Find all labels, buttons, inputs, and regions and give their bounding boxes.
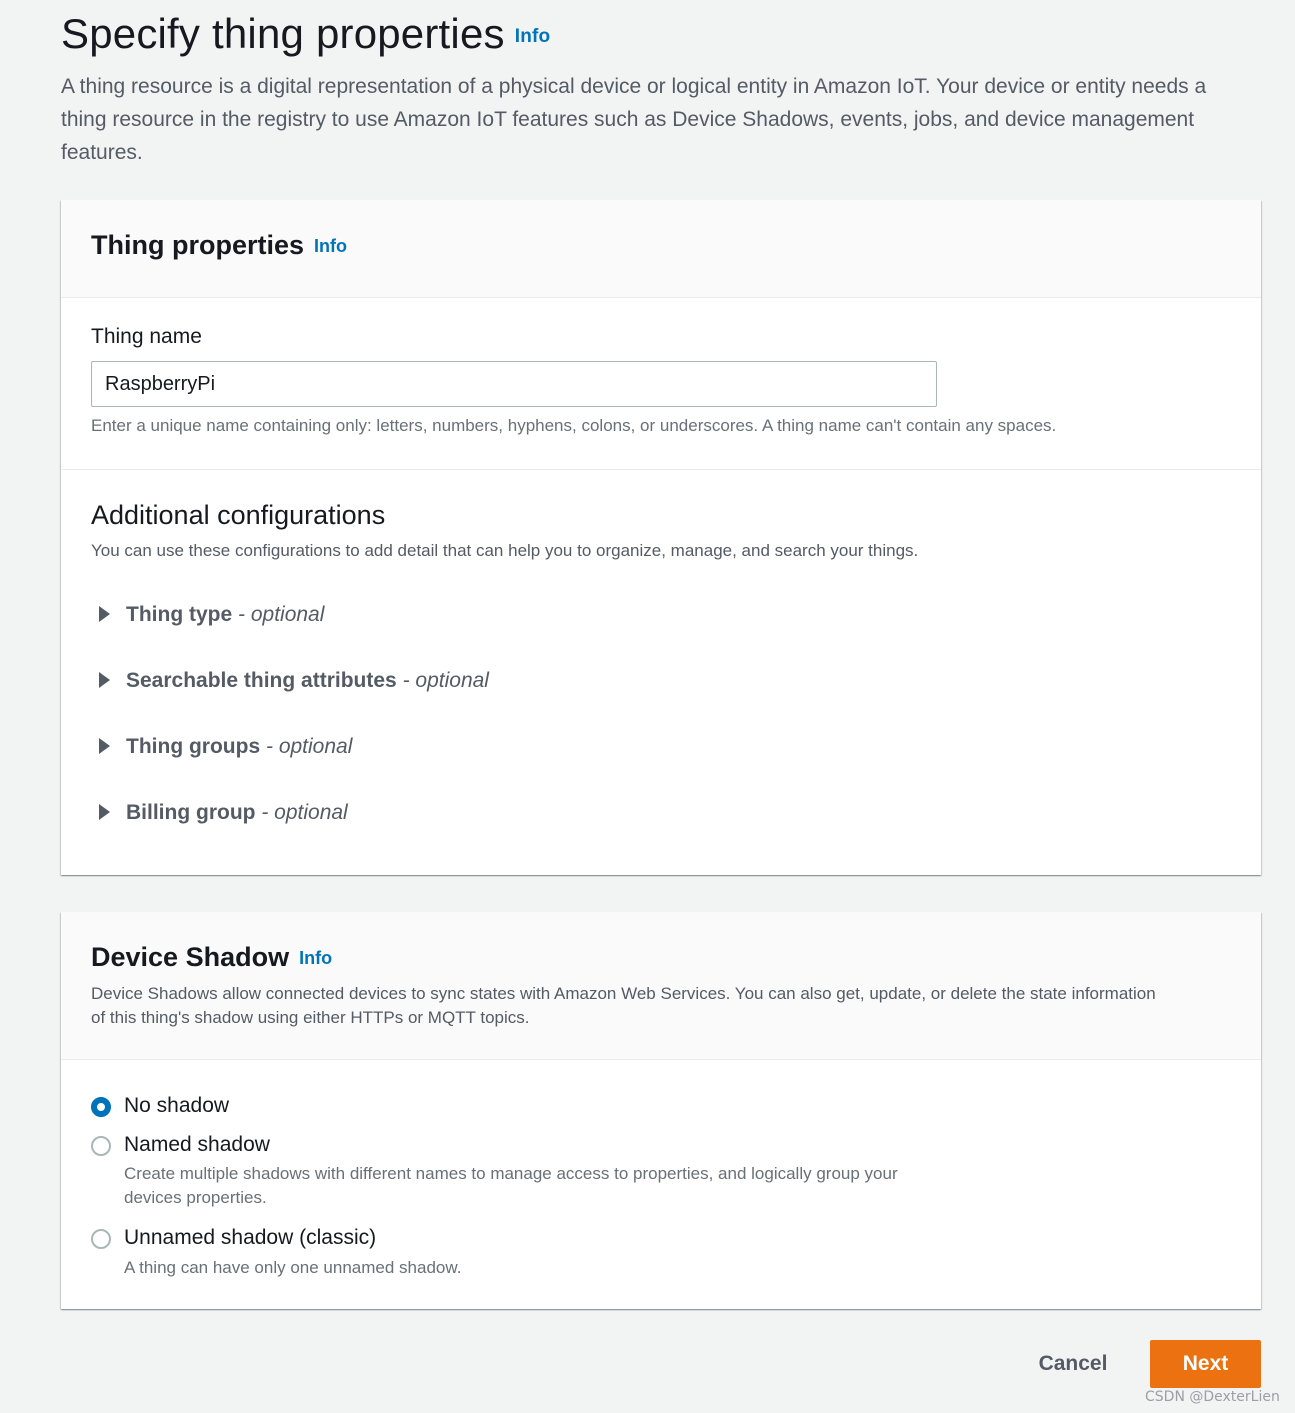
expander-optional: - optional — [238, 603, 325, 626]
thing-name-hint: Enter a unique name containing only: letters, numbers, hyphens, colons, or underscores. A thing name can't contain any spaces. — [91, 416, 1057, 435]
expander-optional: - optional — [402, 669, 489, 692]
thing-properties-info-link[interactable]: Info — [314, 236, 348, 257]
caret-right-icon — [99, 606, 110, 622]
radio-label: Named shadow — [124, 1133, 270, 1156]
expander-optional: - optional — [261, 801, 348, 824]
page-description: A thing resource is a digital representation of a physical device or logical entity in Amazon IoT. Your device or entity needs a thing resource in the registry to use Amazon IoT features such as Device Shadows, events, jobs, and device management features. — [61, 75, 1207, 164]
radio-label: Unnamed shadow (classic) — [124, 1226, 377, 1249]
caret-right-icon — [99, 738, 110, 754]
thing-type-expander[interactable] — [99, 603, 324, 627]
billing-group-expander[interactable] — [99, 801, 348, 825]
device-shadow-description: Device Shadows allow connected devices to sync states with Amazon Web Services. You can also get, update, or delete the state information of this thing's shadow using either HTTPs or MQTT topics. — [91, 984, 1156, 1027]
radio-label: No shadow — [124, 1094, 230, 1117]
caret-right-icon — [99, 672, 110, 688]
radio-description: A thing can have only one unnamed shadow. — [124, 1258, 462, 1277]
device-shadow-info-link[interactable]: Info — [299, 948, 333, 969]
thing-properties-title-text: Thing properties — [91, 230, 305, 260]
cancel-button[interactable]: Cancel — [1025, 1340, 1121, 1388]
radio-description: Create multiple shadows with different names to manage access to properties, and logically group your devices properties. — [124, 1164, 898, 1207]
expander-label: Thing type — [126, 603, 233, 626]
page-title — [61, 10, 550, 58]
thing-name-label: Thing name — [91, 325, 202, 348]
section-divider — [61, 469, 1261, 470]
page-title-text: Specify thing properties — [61, 10, 505, 57]
watermark: CSDN @DexterLien — [1145, 1389, 1280, 1405]
device-shadow-header — [61, 912, 1261, 1060]
additional-configurations-description: You can use these configurations to add detail that can help you to organize, manage, and search your things. — [91, 541, 919, 560]
thing-properties-title — [91, 230, 347, 261]
additional-configurations-title: Additional configurations — [91, 500, 386, 530]
searchable-attributes-expander[interactable] — [99, 669, 489, 693]
device-shadow-title-text: Device Shadow — [91, 942, 290, 972]
expander-label: Billing group — [126, 801, 256, 824]
next-button[interactable]: Next — [1150, 1340, 1261, 1388]
thing-properties-panel — [61, 200, 1261, 875]
radio-button-checked[interactable] — [91, 1097, 111, 1117]
expander-label: Searchable thing attributes — [126, 669, 397, 692]
radio-button[interactable] — [91, 1229, 111, 1249]
expander-optional: - optional — [266, 735, 353, 758]
device-shadow-panel — [61, 912, 1261, 1309]
thing-properties-header — [61, 200, 1261, 298]
caret-right-icon — [99, 804, 110, 820]
thing-name-input[interactable] — [91, 361, 937, 407]
page-info-link[interactable]: Info — [514, 25, 551, 47]
expander-label: Thing groups — [126, 735, 261, 758]
thing-groups-expander[interactable] — [99, 735, 352, 759]
device-shadow-title — [91, 942, 332, 973]
radio-button[interactable] — [91, 1136, 111, 1156]
